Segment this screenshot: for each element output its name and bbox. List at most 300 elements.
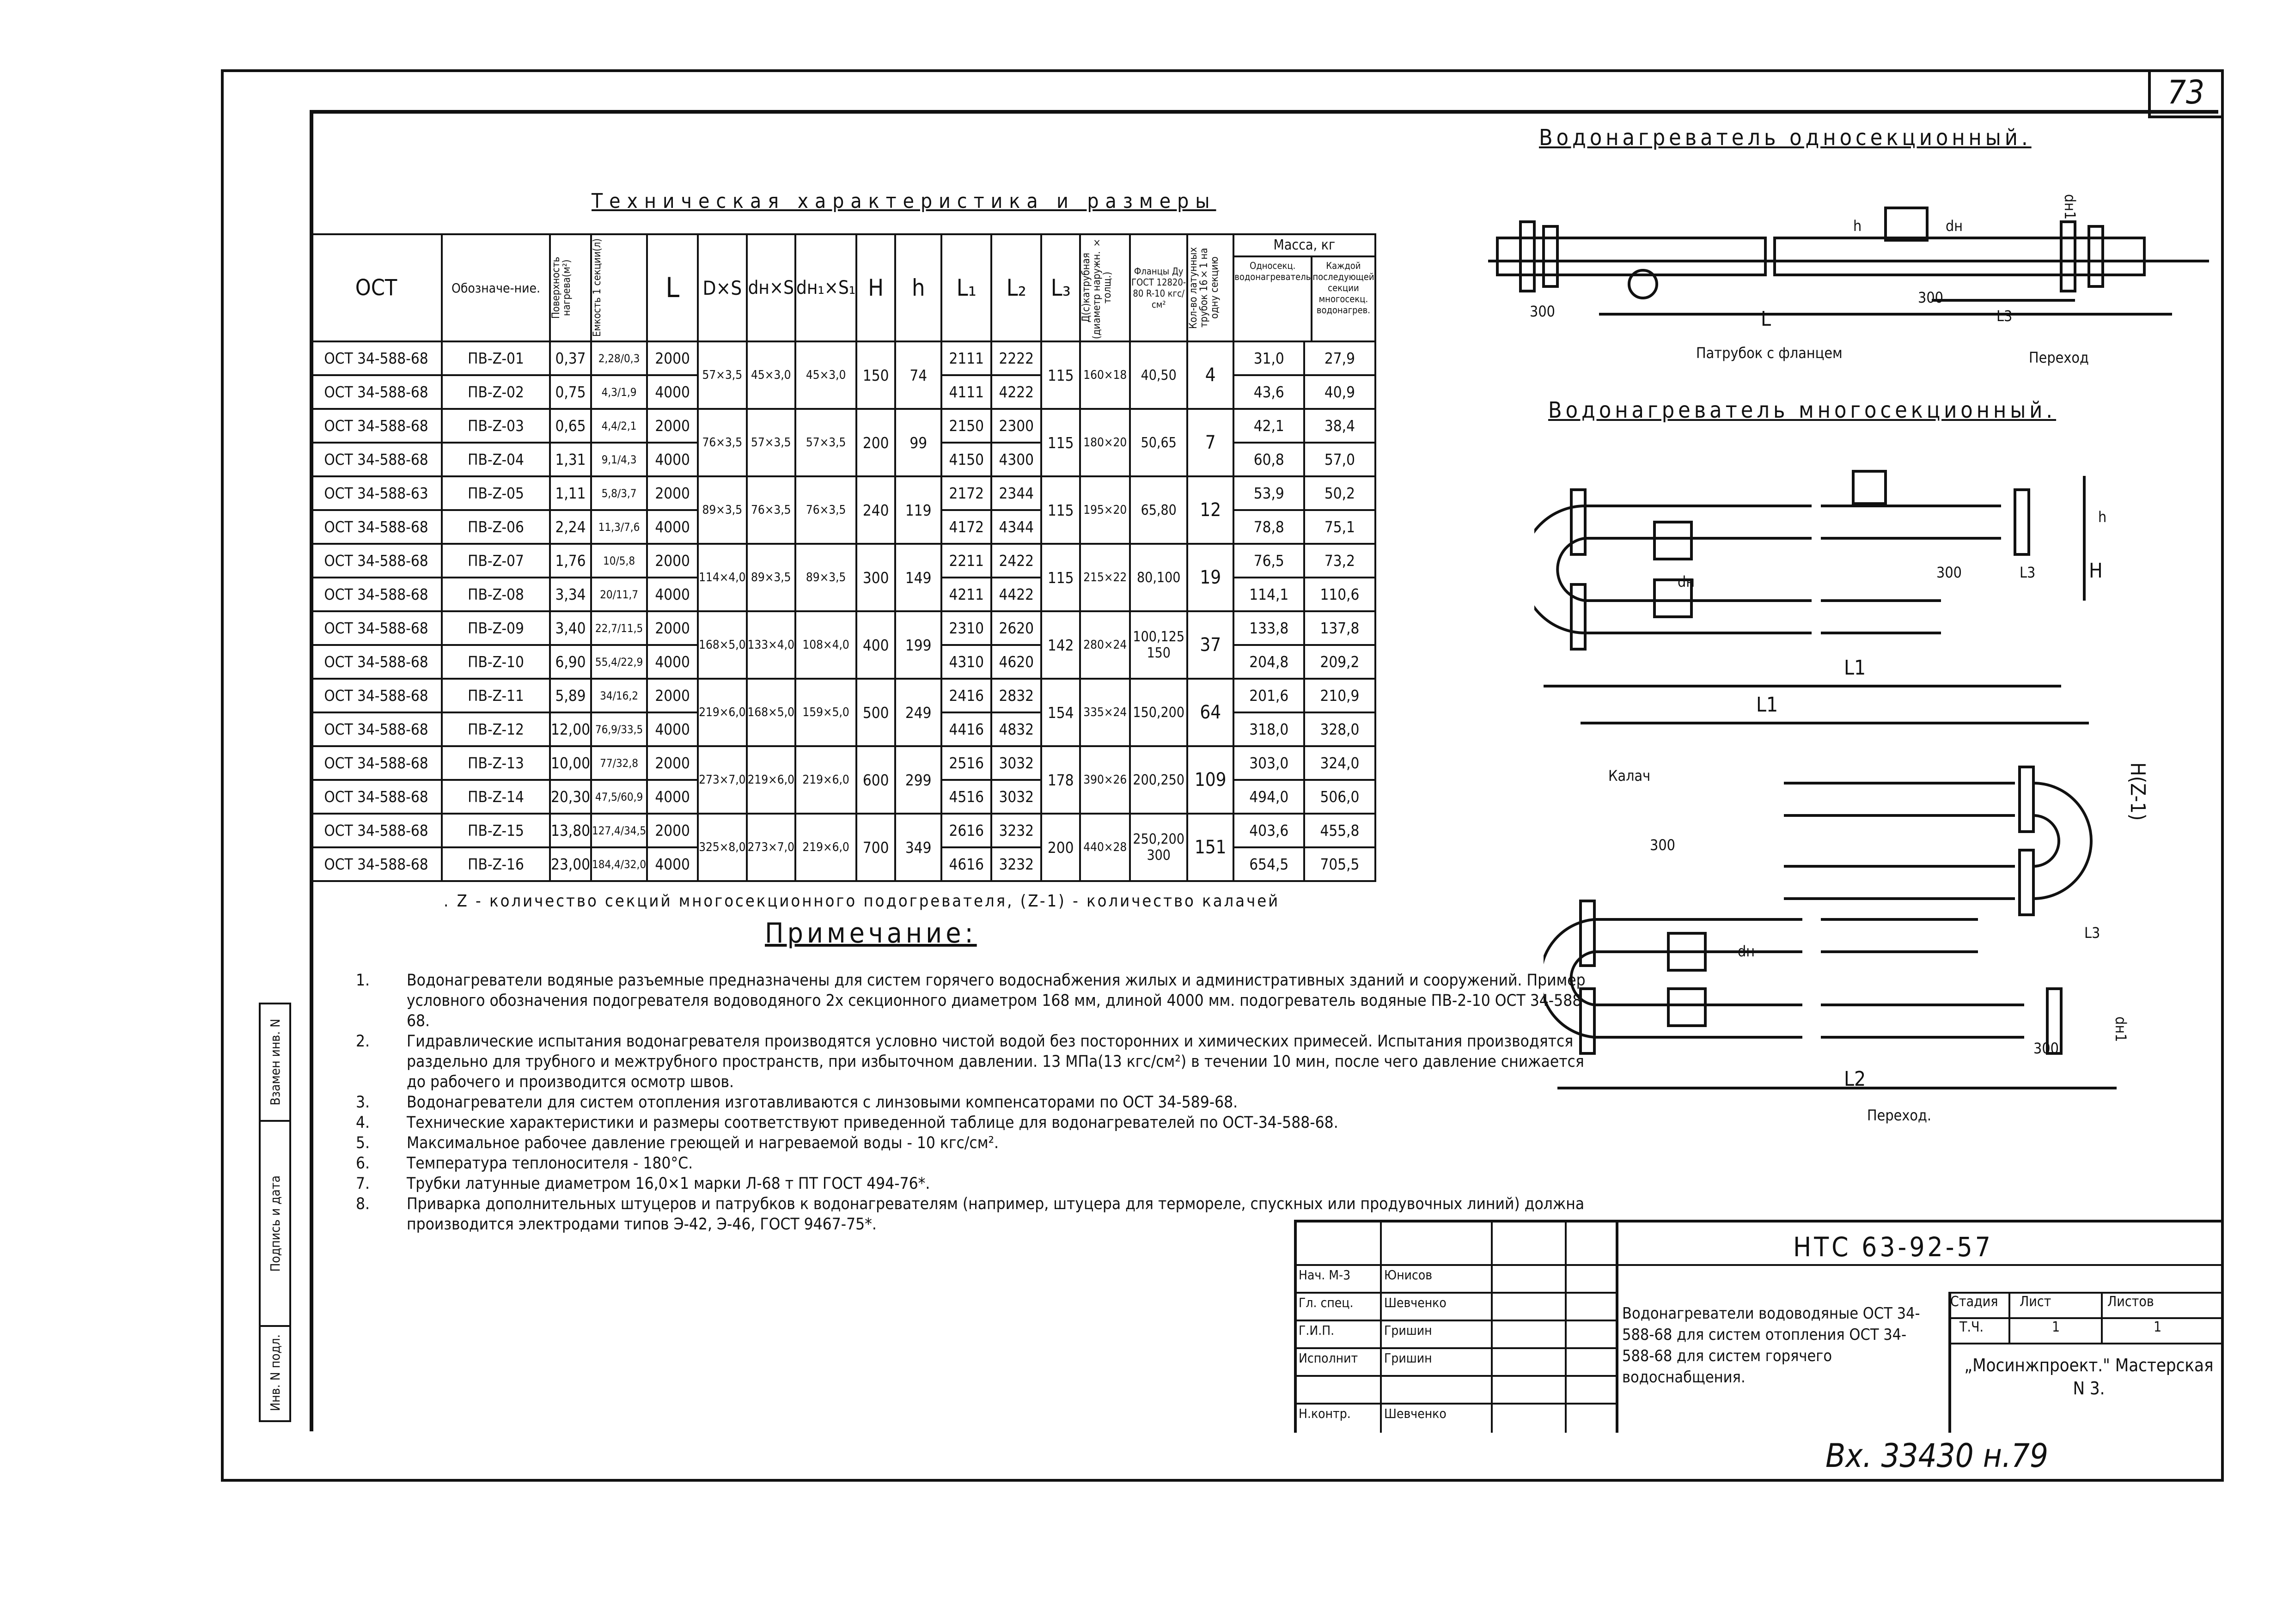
- cell-h: 299: [895, 746, 941, 814]
- cell-h: 199: [895, 611, 941, 679]
- cell-dn: 273×7,0: [747, 814, 795, 881]
- cell-nozzle: 440×28: [1080, 814, 1130, 881]
- col-h: h: [895, 234, 941, 341]
- note-item: [356, 1153, 1604, 1174]
- cell-m2: 40,9: [1304, 375, 1375, 409]
- cell-cap: 5,8/3,7: [591, 476, 647, 510]
- cell-DxS: 273×7,0: [698, 746, 746, 814]
- cell-code: ПВ-Z-13: [442, 746, 550, 780]
- cell-ost: ОСТ 34-588-68: [311, 578, 442, 611]
- cell-dn1: 219×6,0: [795, 814, 856, 881]
- cell-L: 2000: [647, 341, 698, 375]
- col-dnxS: dн×S: [747, 234, 795, 341]
- d1-dim-dn: dн: [1946, 217, 1963, 235]
- cell-L: 2000: [647, 409, 698, 443]
- d1-dim-L3: L3: [1996, 307, 2013, 325]
- cell-surface: 13,80: [550, 814, 591, 847]
- cell-H: 400: [856, 611, 895, 679]
- cell-m2: 110,6: [1304, 578, 1375, 611]
- col-H: H: [856, 234, 895, 341]
- stamp-sheet-header: Лист: [2020, 1294, 2051, 1310]
- cell-surface: 3,40: [550, 611, 591, 645]
- drawing2-svg: [1534, 453, 2135, 748]
- cell-L2: 2344: [991, 476, 1041, 510]
- cell-nozzle: 160×18: [1080, 341, 1130, 409]
- note-number: 5.: [356, 1134, 370, 1152]
- d1-dim-300b: 300: [1918, 289, 1943, 306]
- cell-code: ПВ-Z-11: [442, 679, 550, 712]
- cell-L3: 200: [1041, 814, 1080, 881]
- col-surface: Поверхность нагрева(м²): [550, 234, 591, 341]
- side-cell-inv: Инв. N подл.: [267, 1334, 283, 1411]
- cell-DxS: 76×3,5: [698, 409, 746, 476]
- cell-m2: 324,0: [1304, 746, 1375, 780]
- cell-h: 149: [895, 544, 941, 611]
- cell-h: 99: [895, 409, 941, 476]
- d2-dim-300: 300: [1936, 564, 1962, 581]
- d1-dim-L: L: [1761, 307, 1771, 331]
- stamp-title: Водонагреватели водоводяные ОСТ 34-588-68 для систем отопления ОСТ 34-588-68 для систем горячего водоснабщения.: [1622, 1304, 1920, 1387]
- stamp-role: Н.контр.: [1299, 1406, 1351, 1421]
- note-text: Технические характеристики и размеры соответствуют приведенной таблице для водонагревателей по ОСТ-34-588-68.: [407, 1113, 1338, 1132]
- cell-dn: 57×3,5: [747, 409, 795, 476]
- cell-code: ПВ-Z-01: [442, 341, 550, 375]
- cell-dn: 133×4,0: [747, 611, 795, 679]
- cell-L2: 2300: [991, 409, 1041, 443]
- cell-code: ПВ-Z-03: [442, 409, 550, 443]
- cell-dn1: 89×3,5: [795, 544, 856, 611]
- doc-code: НТС 63-92-57: [1793, 1231, 1993, 1263]
- cell-cap: 184,4/32,0: [591, 847, 647, 881]
- cell-L: 2000: [647, 544, 698, 578]
- cell-nozzle: 280×24: [1080, 611, 1130, 679]
- cell-m2: 137,8: [1304, 611, 1375, 645]
- inbound-number: Вх. 33430 н.79: [1825, 1437, 2049, 1475]
- cell-tubes: 19: [1187, 544, 1233, 611]
- cell-fl: 80,100: [1130, 544, 1187, 611]
- cell-nozzle: 335×24: [1080, 679, 1130, 746]
- cell-L: 4000: [647, 847, 698, 881]
- notes-list: [356, 970, 1604, 1235]
- cell-nozzle: 180×20: [1080, 409, 1130, 476]
- cell-cap: 9,1/4,3: [591, 443, 647, 476]
- note-text: Водонагреватели для систем отопления изготавливаются с линзовыми компенсаторами по ОСТ 34-589-68.: [407, 1093, 1238, 1112]
- cell-L2: 3232: [991, 814, 1041, 847]
- col-ost: ОСТ: [311, 234, 442, 341]
- cell-code: ПВ-Z-15: [442, 814, 550, 847]
- cell-m1: 31,0: [1233, 341, 1304, 375]
- cell-surface: 1,31: [550, 443, 591, 476]
- cell-m1: 42,1: [1233, 409, 1304, 443]
- cell-m2: 506,0: [1304, 780, 1375, 814]
- cell-L1: 2111: [941, 341, 991, 375]
- cell-fl: 100,125 150: [1130, 611, 1187, 679]
- cell-cap: 4,4/2,1: [591, 409, 647, 443]
- cell-cap: 2,28/0,3: [591, 341, 647, 375]
- cell-ost: ОСТ 34-588-68: [311, 341, 442, 375]
- cell-L3: 115: [1041, 409, 1080, 476]
- cell-m1: 403,6: [1233, 814, 1304, 847]
- cell-L2: 3232: [991, 847, 1041, 881]
- spec-table-body: [311, 341, 1375, 881]
- cell-L2: 4620: [991, 645, 1041, 679]
- cell-m2: 57,0: [1304, 443, 1375, 476]
- stamp-stage: Т.Ч.: [1959, 1319, 1984, 1335]
- cell-H: 500: [856, 679, 895, 746]
- cell-m1: 303,0: [1233, 746, 1304, 780]
- cell-L1: 2172: [941, 476, 991, 510]
- cell-ost: ОСТ 34-588-68: [311, 679, 442, 712]
- cell-L2: 2222: [991, 341, 1041, 375]
- d1-dim-dn1: dн1: [2061, 194, 2079, 220]
- page-number: 73: [2148, 69, 2221, 118]
- cell-ost: ОСТ 34-588-68: [311, 814, 442, 847]
- cell-L: 4000: [647, 712, 698, 746]
- stamp-role: Гл. спец.: [1299, 1295, 1354, 1310]
- col-dn1xS1: dн₁×S₁: [795, 234, 856, 341]
- cell-dn: 76×3,5: [747, 476, 795, 544]
- d3-dim-300a: 300: [1650, 836, 1675, 854]
- d1-dim-h: h: [1853, 217, 1862, 235]
- d2-dim-L1a: L1: [1844, 656, 1866, 680]
- cell-cap: 76,9/33,5: [591, 712, 647, 746]
- cell-L: 2000: [647, 679, 698, 712]
- cell-surface: 23,00: [550, 847, 591, 881]
- cell-ost: ОСТ 34-588-68: [311, 510, 442, 544]
- col-L: L: [647, 234, 698, 341]
- cell-surface: 12,00: [550, 712, 591, 746]
- stamp-name: Шевченко: [1384, 1295, 1447, 1310]
- note-text: Гидравлические испытания водонагревателя производятся условно чистой водой без посторонних и химических примесей. Испытания производятся раздельно для трубного и межтрубного пространств, при избыточном давлении. 13 МПа(13 кгс/см²) в течении 10 мин, после чего давление снижается до рабочего и производится осмотр швов.: [407, 1032, 1584, 1091]
- cell-fl: 65,80: [1130, 476, 1187, 544]
- frame-inner-top: [310, 110, 2218, 114]
- col-L2: L₂: [991, 234, 1041, 341]
- cell-m1: 76,5: [1233, 544, 1304, 578]
- cell-DxS: 219×6,0: [698, 679, 746, 746]
- cell-L2: 2620: [991, 611, 1041, 645]
- cell-ost: ОСТ 34-588-68: [311, 443, 442, 476]
- cell-DxS: 168×5,0: [698, 611, 746, 679]
- cell-L2: 4222: [991, 375, 1041, 409]
- cell-ost: ОСТ 34-588-68: [311, 611, 442, 645]
- cell-L2: 4422: [991, 578, 1041, 611]
- cell-L3: 115: [1041, 341, 1080, 409]
- d2-dim-HZ: H(Z-1): [2126, 762, 2149, 821]
- cell-surface: 20,30: [550, 780, 591, 814]
- cell-cap: 34/16,2: [591, 679, 647, 712]
- cell-h: 249: [895, 679, 941, 746]
- cell-m2: 455,8: [1304, 814, 1375, 847]
- cell-m1: 494,0: [1233, 780, 1304, 814]
- note-number: 8.: [356, 1195, 370, 1213]
- cell-cap: 4,3/1,9: [591, 375, 647, 409]
- cell-cap: 77/32,8: [591, 746, 647, 780]
- cell-L: 2000: [647, 814, 698, 847]
- cell-L: 4000: [647, 443, 698, 476]
- cell-dn1: 159×5,0: [795, 679, 856, 746]
- d3-label-kalach: Калач: [1608, 767, 1651, 785]
- cell-m1: 204,8: [1233, 645, 1304, 679]
- note-text: Трубки латунные диаметром 16,0×1 марки Л-68 т ПТ ГОСТ 494-76*.: [407, 1174, 930, 1193]
- cell-code: ПВ-Z-07: [442, 544, 550, 578]
- cell-L: 4000: [647, 375, 698, 409]
- cell-fl: 50,65: [1130, 409, 1187, 476]
- cell-tubes: 109: [1187, 746, 1233, 814]
- stamp-sheet: 1: [2052, 1319, 2060, 1335]
- cell-m2: 75,1: [1304, 510, 1375, 544]
- cell-code: ПВ-Z-09: [442, 611, 550, 645]
- cell-tubes: 64: [1187, 679, 1233, 746]
- cell-ost: ОСТ 34-588-68: [311, 746, 442, 780]
- d2-dim-L3: L3: [2020, 564, 2036, 581]
- cell-L1: 4172: [941, 510, 991, 544]
- cell-cap: 11,3/7,6: [591, 510, 647, 544]
- cell-L1: 2211: [941, 544, 991, 578]
- cell-fl: 150,200: [1130, 679, 1187, 746]
- cell-m1: 318,0: [1233, 712, 1304, 746]
- cell-L1: 4516: [941, 780, 991, 814]
- cell-m1: 78,8: [1233, 510, 1304, 544]
- cell-h: 74: [895, 341, 941, 409]
- cell-ost: ОСТ 34-588-68: [311, 712, 442, 746]
- stamp-sheets-header: Листов: [2107, 1294, 2154, 1310]
- stamp-role: Нач. М-3: [1299, 1267, 1351, 1283]
- stamp-name: Юнисов: [1384, 1267, 1433, 1283]
- drawing1-title: Водонагреватель односекционный.: [1539, 125, 2032, 151]
- col-capacity: Емкость 1 секции(л): [591, 234, 647, 341]
- cell-L: 2000: [647, 611, 698, 645]
- stamp-name: Гришин: [1384, 1350, 1432, 1366]
- cell-L2: 2422: [991, 544, 1041, 578]
- note-text: Максимальное рабочее давление греющей и нагреваемой воды - 10 кгс/см².: [407, 1134, 999, 1152]
- col-tubes: Кол-во латунных трубок 16×1 на одну секцию: [1187, 234, 1233, 341]
- cell-tubes: 7: [1187, 409, 1233, 476]
- cell-m1: 60,8: [1233, 443, 1304, 476]
- cell-fl: 200,250: [1130, 746, 1187, 814]
- cell-L: 2000: [647, 476, 698, 510]
- cell-L: 4000: [647, 780, 698, 814]
- d3-dim-dn1: dн1: [2112, 1016, 2130, 1042]
- stamp-role: Исполнит: [1299, 1350, 1358, 1366]
- note-number: 2.: [356, 1032, 370, 1051]
- z-note: . Z - количество секций многосекционного подогревателя, (Z-1) - количество калачей: [444, 892, 1280, 911]
- cell-tubes: 151: [1187, 814, 1233, 881]
- note-text: Температура теплоносителя - 180°С.: [407, 1154, 693, 1173]
- cell-L3: 178: [1041, 746, 1080, 814]
- cell-h: 349: [895, 814, 941, 881]
- cell-L2: 4344: [991, 510, 1041, 544]
- cell-code: ПВ-Z-16: [442, 847, 550, 881]
- d2-dim-dn: dн: [1678, 573, 1695, 590]
- cell-L: 4000: [647, 578, 698, 611]
- cell-surface: 0,75: [550, 375, 591, 409]
- cell-surface: 5,89: [550, 679, 591, 712]
- cell-m2: 210,9: [1304, 679, 1375, 712]
- cell-dn: 89×3,5: [747, 544, 795, 611]
- col-DxS: D×S: [698, 234, 746, 341]
- cell-m1: 201,6: [1233, 679, 1304, 712]
- col-flanges: Фланцы Ду ГОСТ 12820-80 R-10 кгс/см²: [1130, 234, 1187, 341]
- cell-L2: 4300: [991, 443, 1041, 476]
- cell-cap: 47,5/60,9: [591, 780, 647, 814]
- cell-dn1: 108×4,0: [795, 611, 856, 679]
- cell-cap: 22,7/11,5: [591, 611, 647, 645]
- note-number: 1.: [356, 971, 370, 990]
- cell-L2: 3032: [991, 746, 1041, 780]
- side-cell-replace: Взамен инв. N: [261, 1004, 289, 1122]
- cell-code: ПВ-Z-10: [442, 645, 550, 679]
- drawing2-title: Водонагреватель многосекционный.: [1548, 397, 2057, 423]
- note-number: 6.: [356, 1154, 370, 1173]
- table-row: [311, 409, 1375, 443]
- d3-dim-300b: 300: [2033, 1040, 2059, 1057]
- note-item: [356, 1133, 1604, 1153]
- cell-code: ПВ-Z-02: [442, 375, 550, 409]
- table-row: [311, 341, 1375, 375]
- cell-L3: 115: [1041, 476, 1080, 544]
- d3-dim-dn: dн: [1738, 943, 1755, 960]
- cell-DxS: 114×4,0: [698, 544, 746, 611]
- cell-L: 4000: [647, 510, 698, 544]
- cell-L1: 2310: [941, 611, 991, 645]
- drawing1-svg: [1479, 162, 2218, 393]
- d2-dim-H: H: [2089, 559, 2103, 583]
- note-number: 7.: [356, 1174, 370, 1193]
- cell-surface: 10,00: [550, 746, 591, 780]
- cell-cap: 20/11,7: [591, 578, 647, 611]
- cell-H: 150: [856, 341, 895, 409]
- note-item: [356, 970, 1604, 1031]
- d1-label-nozzle: Патрубок с фланцем: [1696, 344, 1843, 362]
- cell-surface: 0,65: [550, 409, 591, 443]
- cell-m1: 114,1: [1233, 578, 1304, 611]
- stamp-role: Г.И.П.: [1299, 1323, 1335, 1338]
- note-number: 3.: [356, 1093, 370, 1112]
- table-row: [311, 746, 1375, 780]
- cell-H: 300: [856, 544, 895, 611]
- cell-m2: 50,2: [1304, 476, 1375, 510]
- cell-L1: 4150: [941, 443, 991, 476]
- cell-L1: 2416: [941, 679, 991, 712]
- cell-dn: 168×5,0: [747, 679, 795, 746]
- d3-dim-L2: L2: [1844, 1067, 1866, 1091]
- cell-dn1: 76×3,5: [795, 476, 856, 544]
- cell-L2: 2832: [991, 679, 1041, 712]
- table-row: [311, 476, 1375, 510]
- cell-nozzle: 390×26: [1080, 746, 1130, 814]
- cell-surface: 3,34: [550, 578, 591, 611]
- d3-dim-L3: L3: [2084, 924, 2100, 942]
- cell-L1: 2616: [941, 814, 991, 847]
- table-row: [311, 679, 1375, 712]
- cell-m1: 53,9: [1233, 476, 1304, 510]
- d1-dim-300a: 300: [1530, 303, 1555, 320]
- cell-surface: 1,76: [550, 544, 591, 578]
- cell-tubes: 12: [1187, 476, 1233, 544]
- cell-m2: 209,2: [1304, 645, 1375, 679]
- cell-code: ПВ-Z-06: [442, 510, 550, 544]
- cell-h: 119: [895, 476, 941, 544]
- cell-DxS: 57×3,5: [698, 341, 746, 409]
- side-strip: [259, 1003, 291, 1422]
- cell-H: 240: [856, 476, 895, 544]
- cell-m2: 705,5: [1304, 847, 1375, 881]
- cell-ost: ОСТ 34-588-68: [311, 544, 442, 578]
- cell-ost: ОСТ 34-588-68: [311, 409, 442, 443]
- note-item: [356, 1031, 1604, 1092]
- col-designation: Обозначе-ние.: [442, 234, 550, 341]
- cell-dn: 45×3,0: [747, 341, 795, 409]
- table-row: [311, 814, 1375, 847]
- cell-code: ПВ-Z-04: [442, 443, 550, 476]
- cell-surface: 6,90: [550, 645, 591, 679]
- d3-label-transition: Переход.: [1867, 1107, 1932, 1124]
- col-nozzle: Д(с)катрубная (диаметр наружн. × толщ.): [1080, 234, 1130, 341]
- cell-m2: 27,9: [1304, 341, 1375, 375]
- cell-L2: 3032: [991, 780, 1041, 814]
- cell-ost: ОСТ 34-588-68: [311, 847, 442, 881]
- cell-L3: 154: [1041, 679, 1080, 746]
- cell-m1: 133,8: [1233, 611, 1304, 645]
- note-text: Приварка дополнительных штуцеров и патрубков к водонагревателям (например, штуцера для термореле, спускных или продувочных линий) должна производится электродами типов Э-42, Э-46, ГОСТ 9467-75*.: [407, 1195, 1585, 1234]
- cell-dn1: 219×6,0: [795, 746, 856, 814]
- stamp-org: „Мосинжпроект." Мастерская N 3.: [1964, 1355, 2214, 1399]
- d2-dim-L1b: L1: [1756, 693, 1778, 717]
- cell-surface: 0,37: [550, 341, 591, 375]
- col-L1: L₁: [941, 234, 991, 341]
- cell-m1: 43,6: [1233, 375, 1304, 409]
- table-row: [311, 611, 1375, 645]
- cell-L1: 2150: [941, 409, 991, 443]
- cell-m2: 328,0: [1304, 712, 1375, 746]
- cell-ost: ОСТ 34-588-68: [311, 780, 442, 814]
- table-row: [311, 544, 1375, 578]
- d2-dim-h: h: [2098, 508, 2107, 526]
- d1-label-transition: Переход: [2029, 349, 2089, 366]
- cell-surface: 1,11: [550, 476, 591, 510]
- stamp-name: Шевченко: [1384, 1406, 1447, 1421]
- cell-H: 200: [856, 409, 895, 476]
- cell-tubes: 37: [1187, 611, 1233, 679]
- cell-dn1: 57×3,5: [795, 409, 856, 476]
- spec-table: [310, 233, 1376, 882]
- cell-tubes: 4: [1187, 341, 1233, 409]
- side-cell-signature: Подпись и дата: [261, 1122, 289, 1327]
- cell-surface: 2,24: [550, 510, 591, 544]
- cell-nozzle: 195×20: [1080, 476, 1130, 544]
- note-item: [356, 1092, 1604, 1113]
- notes-title: Примечание:: [765, 917, 977, 949]
- cell-m2: 38,4: [1304, 409, 1375, 443]
- cell-L1: 4616: [941, 847, 991, 881]
- stamp-name: Гришин: [1384, 1323, 1432, 1338]
- cell-L3: 142: [1041, 611, 1080, 679]
- note-number: 4.: [356, 1113, 370, 1132]
- cell-code: ПВ-Z-14: [442, 780, 550, 814]
- cell-fl: 250,200 300: [1130, 814, 1187, 881]
- note-item: [356, 1174, 1604, 1194]
- cell-ost: ОСТ 34-588-63: [311, 476, 442, 510]
- cell-L1: 2516: [941, 746, 991, 780]
- col-mass: Масса, кг Односекц. водонагреватель Каждой последующей секции многосекц. водонагрев.: [1233, 234, 1375, 341]
- cell-L: 2000: [647, 746, 698, 780]
- cell-m1: 654,5: [1233, 847, 1304, 881]
- cell-code: ПВ-Z-05: [442, 476, 550, 510]
- cell-dn1: 45×3,0: [795, 341, 856, 409]
- cell-H: 700: [856, 814, 895, 881]
- cell-ost: ОСТ 34-588-68: [311, 375, 442, 409]
- cell-cap: 55,4/22,9: [591, 645, 647, 679]
